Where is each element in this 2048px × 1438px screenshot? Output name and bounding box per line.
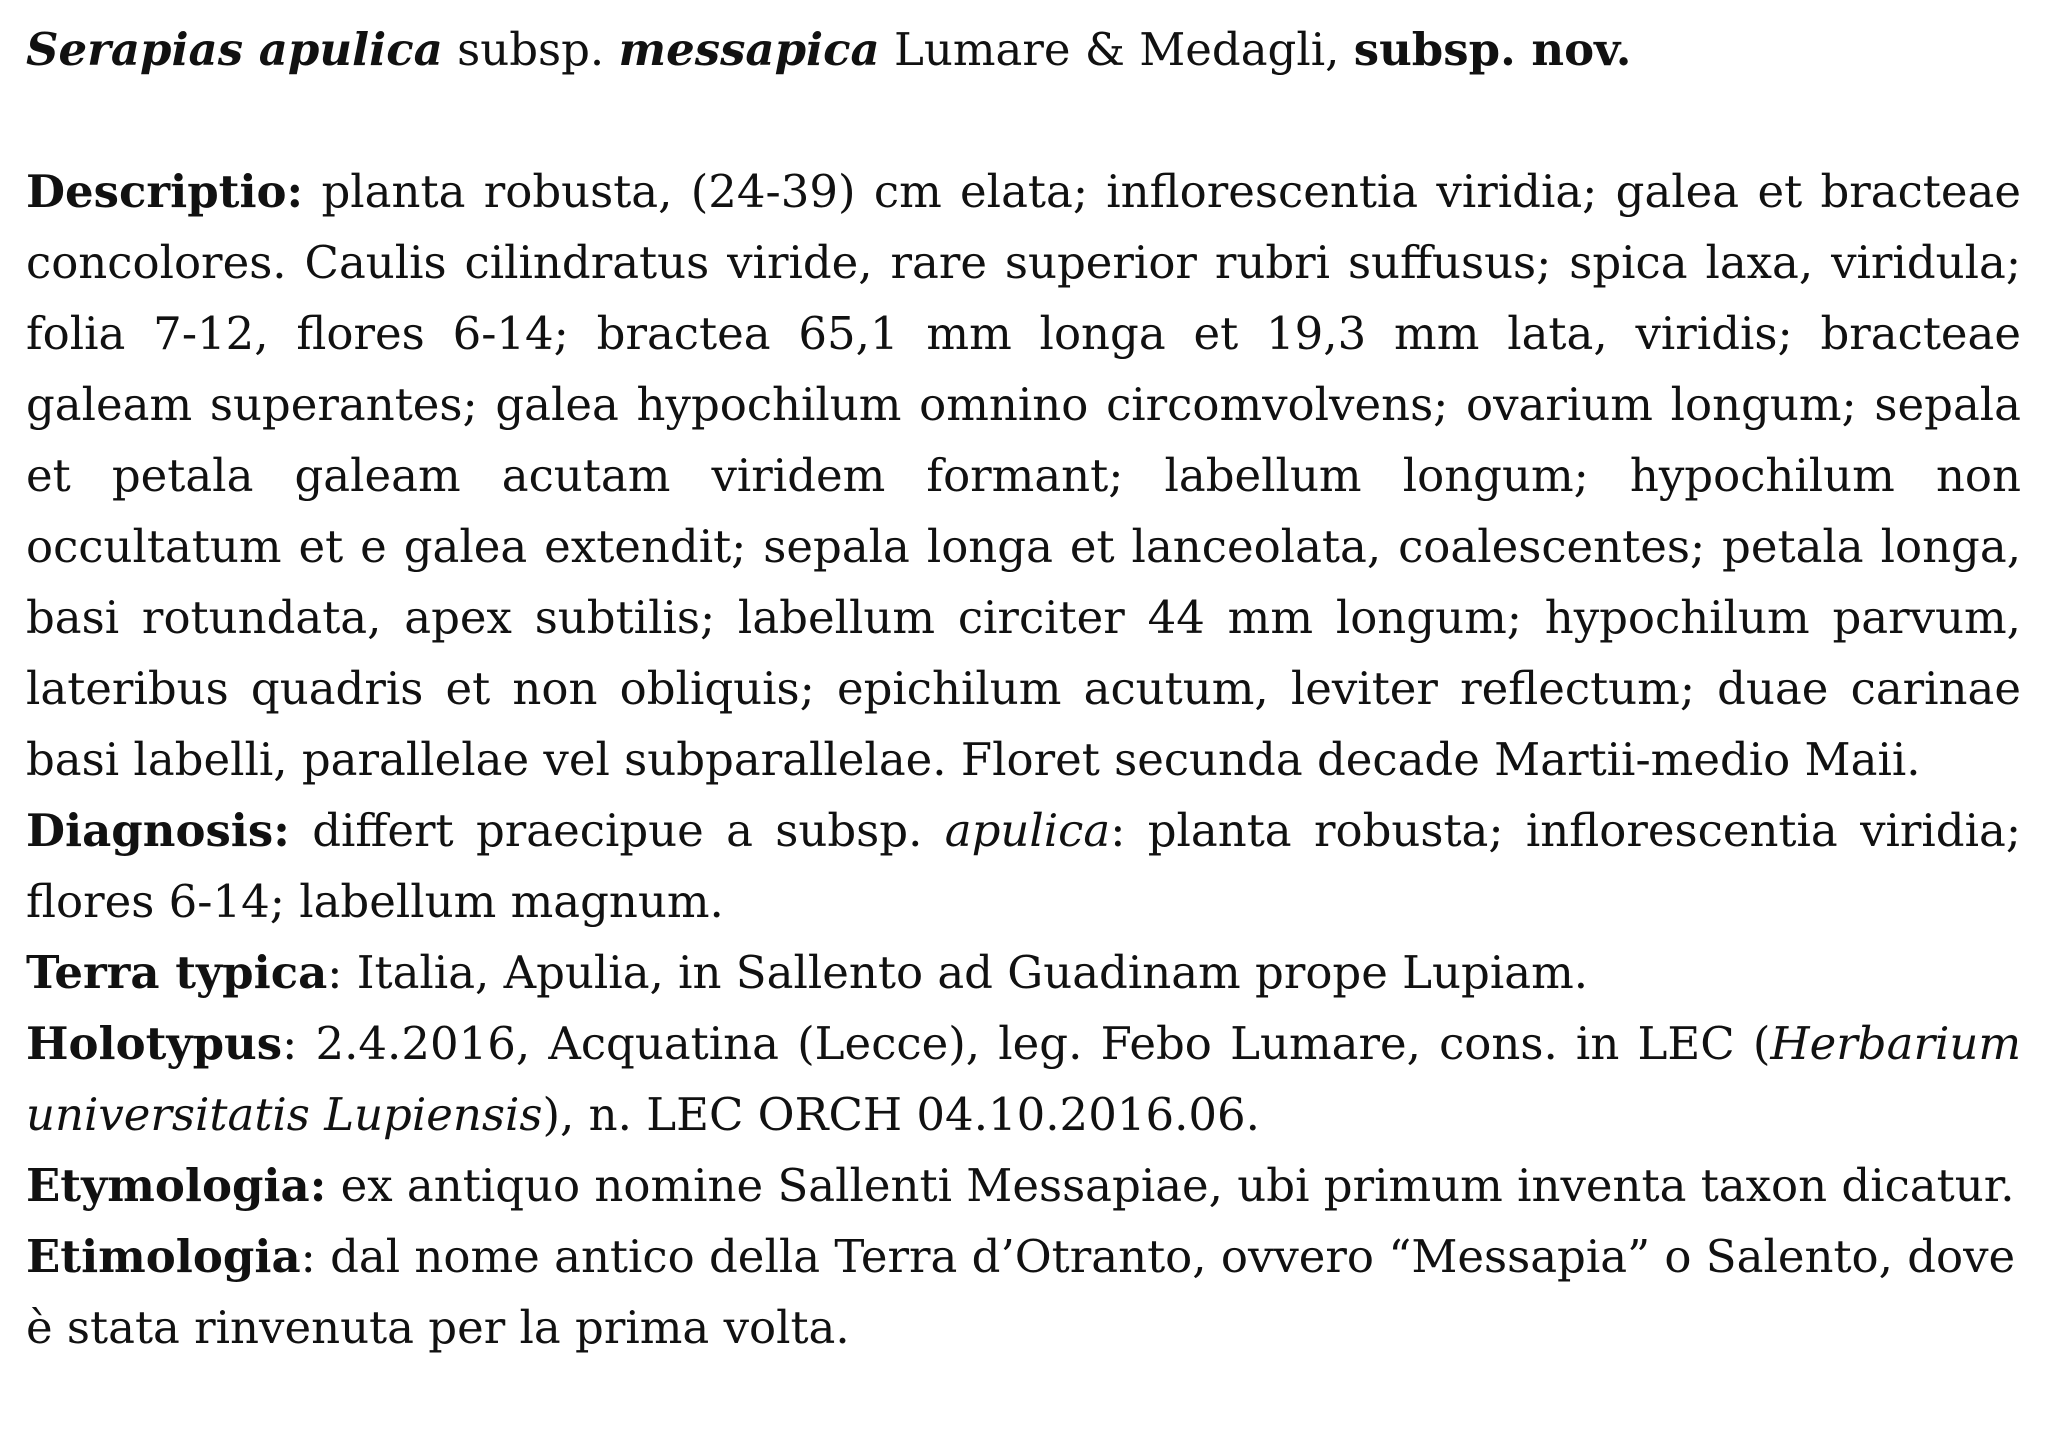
- etimologia-label: Etimologia: [26, 1230, 301, 1283]
- terra-typica-paragraph: [26, 937, 2021, 1008]
- descriptio-label: Descriptio:: [26, 165, 304, 218]
- holotypus-text-after: ), n. LEC ORCH 04.10.2016.06.: [542, 1088, 1260, 1141]
- diagnosis-paragraph: [26, 795, 2021, 937]
- diagnosis-text-before: differt praecipue a subsp.: [289, 804, 945, 857]
- etymologia-paragraph: [26, 1150, 2021, 1221]
- holotypus-text-before: : 2.4.2016, Acquatina (Lecce), leg. Febo Lumare, cons. in LEC (: [282, 1017, 1771, 1070]
- nomenclatural-status: subsp. nov.: [1353, 23, 1632, 76]
- etimologia-paragraph: [26, 1221, 2021, 1363]
- descriptio-paragraph: [26, 156, 2021, 795]
- diagnosis-italic-taxon: apulica: [944, 804, 1111, 857]
- holotypus-label: Holotypus: [26, 1017, 283, 1070]
- etymologia-label: Etymologia:: [26, 1159, 327, 1212]
- taxon-title: [26, 14, 2021, 85]
- holotypus-herbarium-name: Herbarium universitatis Lupiensis: [26, 1017, 2021, 1141]
- descriptio-text: planta robusta, (24-39) cm elata; inflorescentia viridia; galea et bracteae concolores. Caulis cilindratus viride, rare superior rubri suffusus; spica laxa, viridula; folia 7-12, flores 6-14; bractea 65,1 mm longa et 19,3 mm lata, viridis; bracteae galeam superantes; galea hypochilum omnino circomvolvens; ovarium longum; sepala et petala galeam acutam viridem formant; labellum longum; hypochilum non occultatum et e galea extendit; sepala longa et lanceolata, coalescentes; petala longa, basi rotundata, apex subtilis; labellum circiter 44 mm longum; hypochilum parvum, lateribus quadris et non obliquis; epichilum acutum, leviter reflectum; duae carinae basi labelli, parallelae vel subparallelae. Floret secunda decade Martii-medio Maii.: [26, 165, 2021, 786]
- terra-typica-label: Terra typica: [26, 946, 328, 999]
- etymologia-text: ex antiquo nomine Sallenti Messapiae, ubi primum inventa taxon dicatur.: [326, 1159, 2015, 1212]
- subspecies-epithet: messapica: [618, 23, 880, 76]
- authors: Lumare & Medagli,: [879, 23, 1354, 76]
- diagnosis-text-after: : planta robusta; inflorescentia viridia; flores 6-14; labellum magnum.: [26, 804, 2021, 928]
- terra-typica-text: : Italia, Apulia, in Sallento ad Guadinam prope Lupiam.: [327, 946, 1589, 999]
- holotypus-paragraph: [26, 1008, 2021, 1150]
- document-body: [26, 14, 2021, 1363]
- rank-abbreviation: subsp.: [442, 23, 619, 76]
- genus-species-name: Serapias apulica: [26, 23, 443, 76]
- diagnosis-label: Diagnosis:: [26, 804, 290, 857]
- etimologia-text: : dal nome antico della Terra d’Otranto, ovvero “Messapia” o Salento, dove è stata rinvenuta per la prima volta.: [26, 1230, 2016, 1354]
